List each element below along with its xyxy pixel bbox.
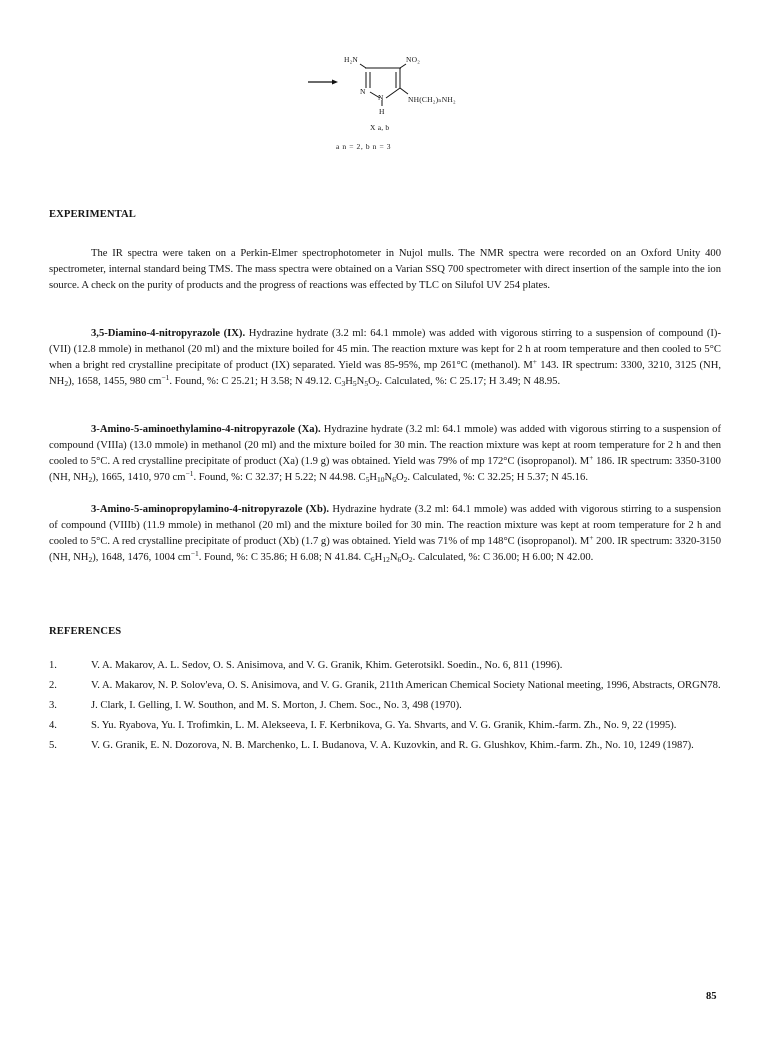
procedure-xa: 3-Amino-5-aminoethylamino-4-nitropyrazole (Xa). Hydrazine hydrate (3.2 ml: 64.1 mmole) was added with vigorous stirring to a suspension of compound (VIIIa) (13.0 mmole) in methanol (20 ml) and the mixture boiled for 30 min. The reaction mixture was kept at room temperature for 2 h and then cooled to 5°C. A red crystalline precipitate of product (Xa) (1.9 g) was obtained. Yield was 79% of mp 172°C (isopropanol). M+ 186. IR spectrum: 3350-3100 (NH, $NH_2$), 1665, 1410, 970 $cm^{-1}$. Found, %: C 32.37; H 5.22; N 44.98. $C_5H_{10}N_6O_2$. Calculated, %: C 32.25; H 5.37; N 45.16. — [49, 424, 721, 484]
experimental-heading: EXPERIMENTAL — [49, 209, 136, 220]
nitro-label: NO₂ — [406, 55, 421, 64]
reference-text: V. A. Makarov, N. P. Solov'eva, O. S. Anisimova, and V. G. Granik, 211th American Chemical Society National meeting, 1996, Abstracts, ORGN78. — [91, 680, 721, 691]
reference-text: S. Yu. Ryabova, Yu. I. Trofimkin, L. M. Alekseeva, I. F. Kerbnikova, G. Ya. Shvarts, and V. G. Granik, Khim.-farm. Zh., No. 9, 22 (1995). — [91, 720, 677, 731]
procedure-ix-title: 3,5-Diamino-4-nitropyrazole (IX). — [91, 328, 246, 339]
reference-text: J. Clark, I. Gelling, I. W. Southon, and M. S. Morton, J. Chem. Soc., No. 3, 498 (1970). — [91, 700, 462, 711]
reference-list — [49, 658, 721, 758]
substituent-note: a n = 2, b n = 3 — [336, 142, 392, 151]
reference-text: V. G. Granik, E. N. Dozorova, N. B. Marchenko, L. I. Budanova, V. A. Kuzovkin, and R. G. Glushkov, Khim.-farm. Zh., No. 10, 1249 (1987). — [91, 740, 694, 751]
pyrazole-structure — [300, 52, 460, 156]
amino-label: H₂N — [344, 55, 359, 64]
reference-number: 3. — [49, 700, 57, 711]
reference-number: 1. — [49, 660, 57, 671]
ring-hydrogen-label: H — [379, 107, 385, 116]
reference-item — [49, 738, 721, 754]
reference-number: 2. — [49, 680, 57, 691]
procedure-xb: 3-Amino-5-aminopropylamino-4-nitropyrazole (Xb). Hydrazine hydrate (3.2 ml: 64.1 mmole) was added with vigorous stirring to a suspension of compound (VIIIb) (11.9 mmole) in methanol (20 ml) and the mixture boiled for 30 min. The reaction mixture was kept at room temperature for 2 h and cooled to 5°C. A red crystalline precipitate of product (Xb) (1.7 g) was obtained. Yield was 71% of mp 148°C (isopropanol). M+ 200. IR spectrum: 3320-3150 (NH, $NH_2$), 1648, 1476, 1004 $cm^{-1}$. Found, %: C 35.86; H 6.08; N 41.84. $C_6H_{12}N_6O_2$. Calculated, %: C 36.00; H 6.00; N 42.00. — [49, 504, 722, 564]
side-chain-label: NH(CH₂)ₙNH₂ — [408, 95, 456, 104]
reference-item — [49, 678, 721, 694]
reference-number: 5. — [49, 740, 57, 751]
references-heading: REFERENCES — [49, 626, 122, 637]
procedure-xb-title: 3-Amino-5-aminopropylamino-4-nitropyrazole (Xb). — [91, 504, 330, 515]
compound-label: X a, b — [370, 123, 390, 132]
page-number: 85 — [706, 991, 717, 1002]
reference-text: V. A. Makarov, A. L. Sedov, O. S. Anisimova, and V. G. Granik, Khim. Geterotsikl. Soedin., No. 6, 811 (1996). — [91, 660, 563, 671]
reference-item — [49, 698, 721, 714]
procedure-ix: 3,5-Diamino-4-nitropyrazole (IX). Hydrazine hydrate (3.2 ml: 64.1 mmole) was added with vigorous stirring to a suspension of compound (I)-(VII) (12.8 mmole) in methanol (20 ml) and the mixture boiled for 45 min. The reaction mxture was kept for 2 h at room temperature and then cooled to 5°C when a bright red crystalline precipitate of product (IX) separated. Yield was 85-95%, mp 261°C (methanol). M+ 143. IR spectrum: 3300, 3210, 3125 (NH, $NH_2$), 1658, 1455, 980 $cm^{-1}$. Found, %: C 25.21; H 3.58; N 49.12. $C_3H_5N_5O_2$. Calculated, %: C 25.17; H 3.49; N 48.95. — [49, 328, 721, 388]
reference-item — [49, 658, 721, 674]
reference-number: 4. — [49, 720, 57, 731]
ring-nitrogen-2-label: N — [378, 93, 384, 102]
reference-item — [49, 718, 721, 734]
procedure-xa-title: 3-Amino-5-aminoethylamino-4-nitropyrazole (Xa). — [91, 424, 321, 435]
ring-nitrogen-label: N — [360, 87, 366, 96]
experimental-intro: The IR spectra were taken on a Perkin-Elmer spectrophotometer in Nujol mulls. The NMR spectra were recorded on an Oxford Unity 400 spectrometer, internal standard being TMS. The mass spectra were obtained on a Varian SSQ 700 spectrometer with direct insertion of the sample into the ion source. A check on the purity of products and the progress of reactions was effected by TLC on Silufol UV 254 plates. — [49, 248, 721, 291]
reaction-scheme — [300, 52, 460, 156]
